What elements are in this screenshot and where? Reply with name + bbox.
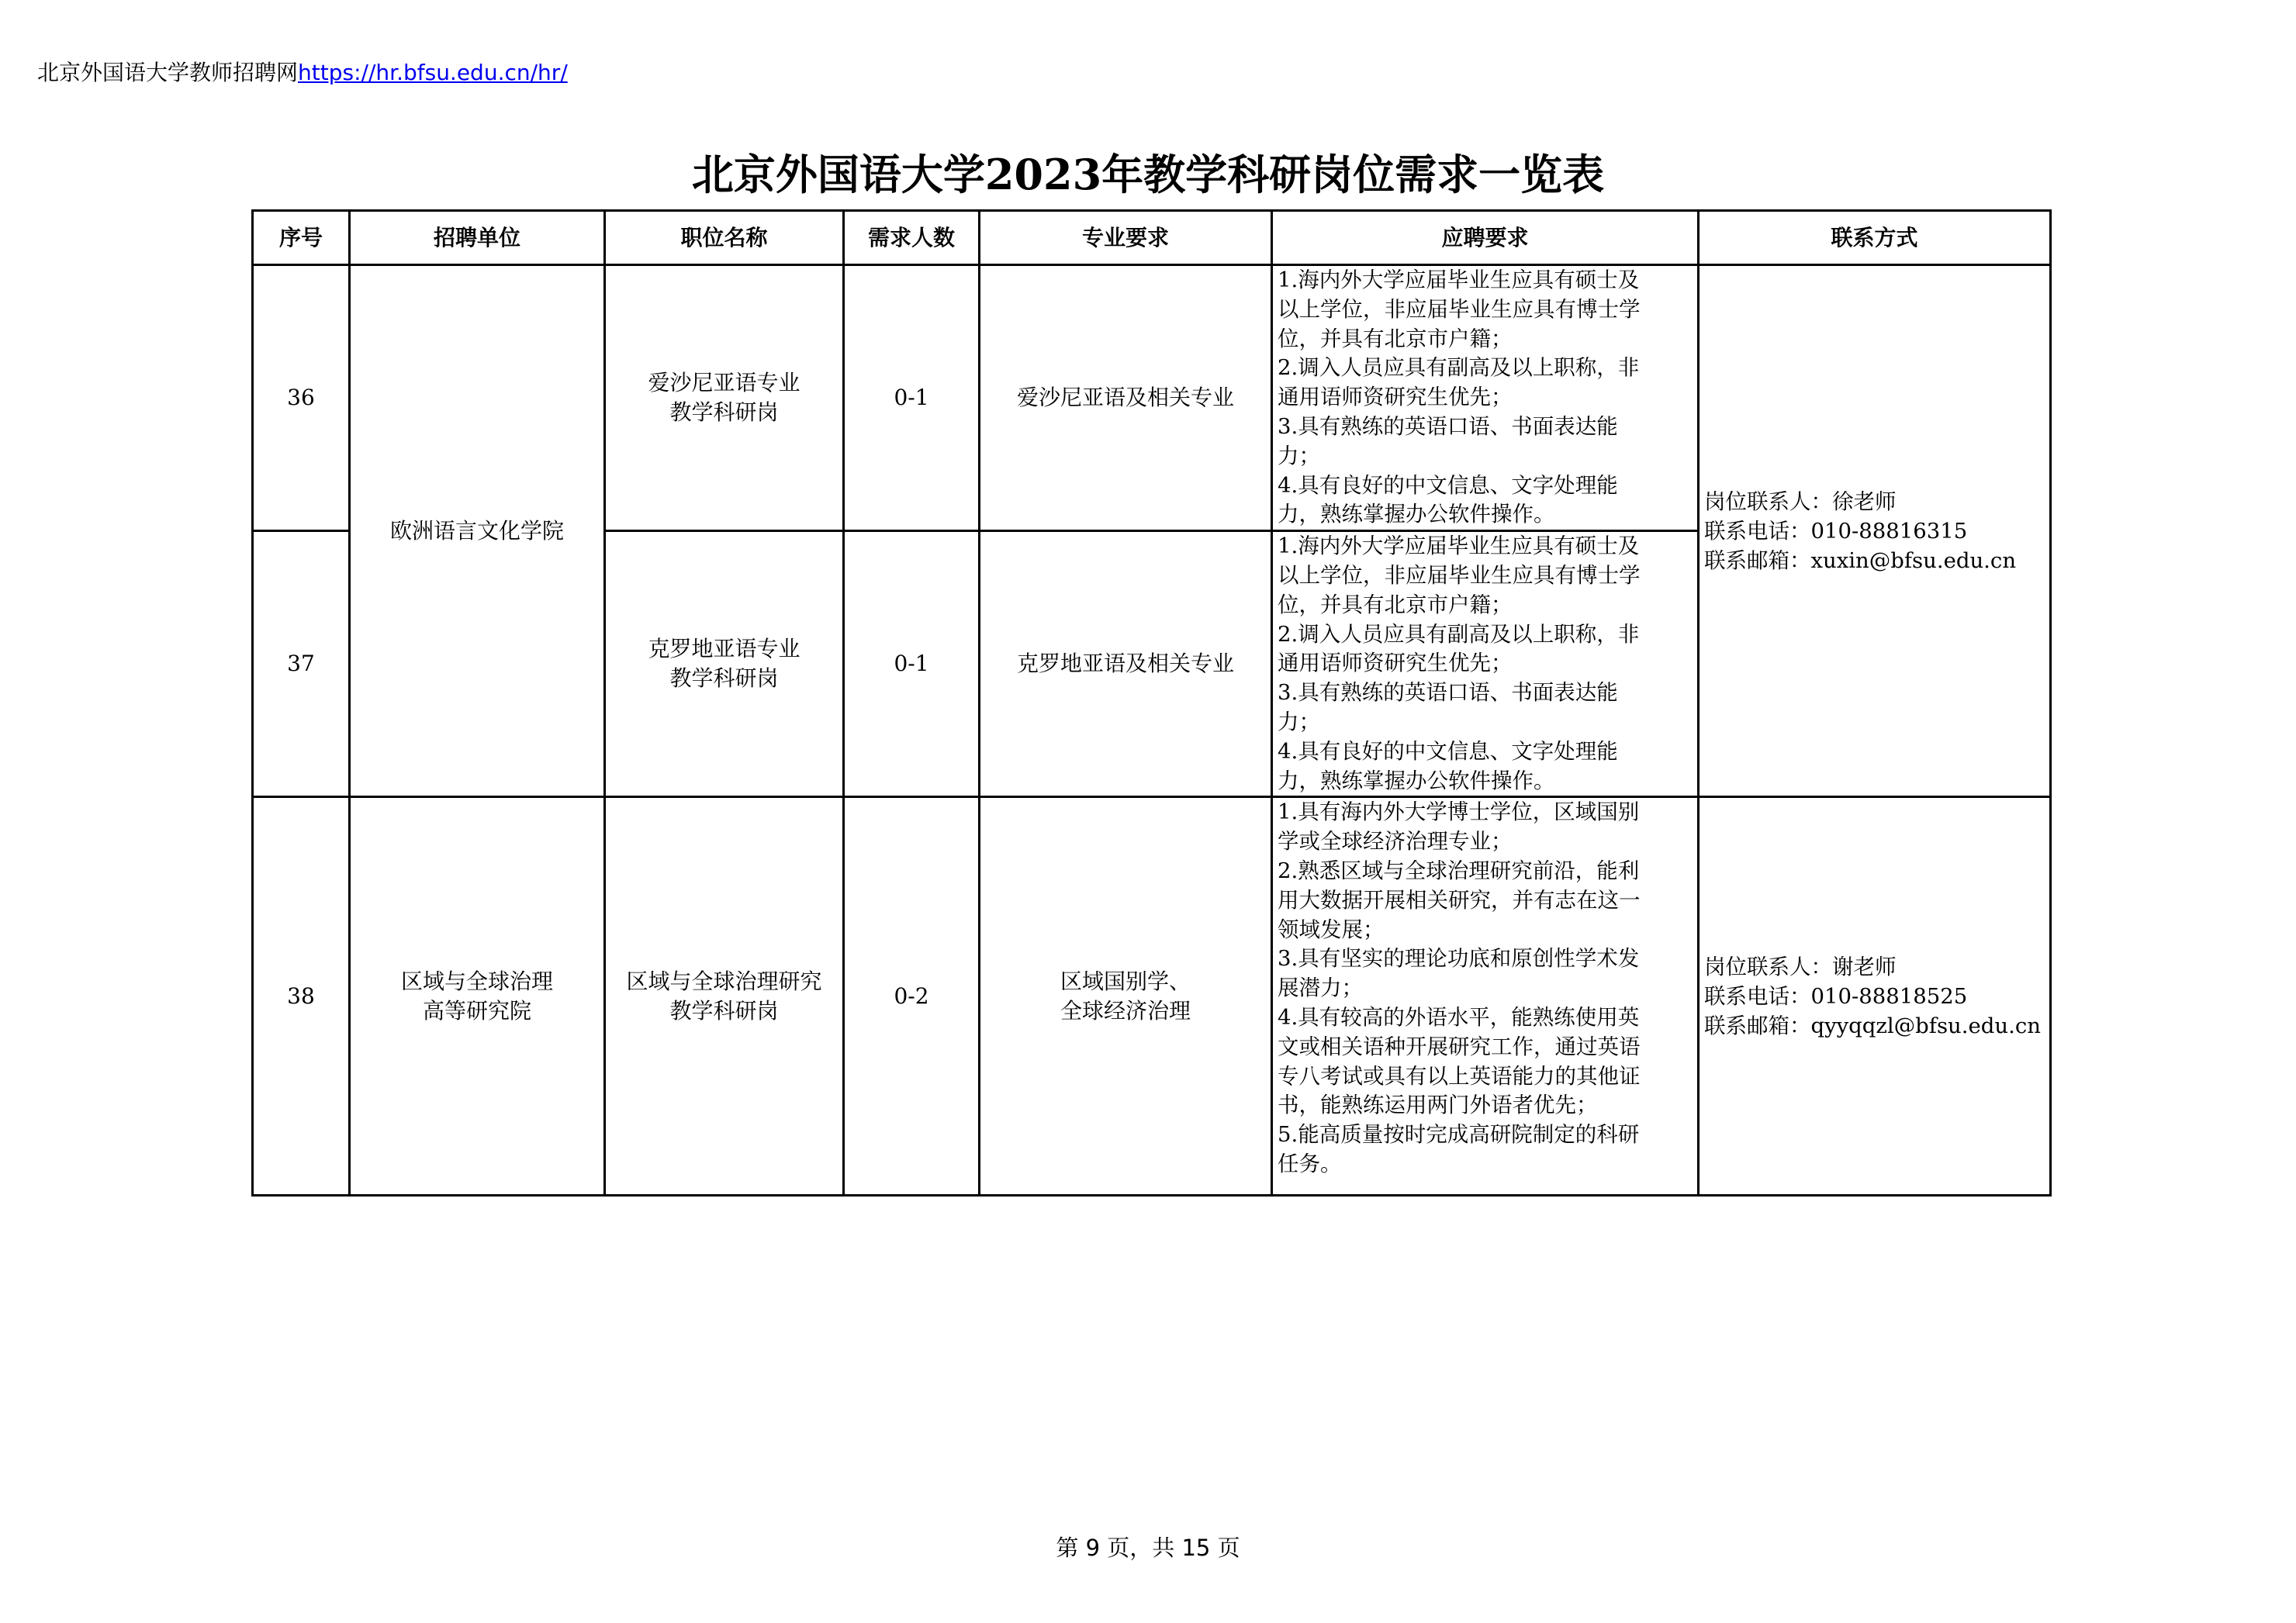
page-footer: 第 9 页，共 15 页 [1056, 1535, 1240, 1561]
unit-line: 高等研究院 [422, 997, 531, 1024]
unit-cell [350, 797, 605, 1196]
position-cell [605, 797, 844, 1196]
requirement-line: 4.具有良好的中文信息、文字处理能 [1278, 738, 1618, 764]
requirement-line: 书，能熟练运用两门外语者优先； [1278, 1093, 1598, 1118]
positions-table [251, 209, 2052, 1197]
requirement-line: 力，熟练掌握办公软件操作。 [1278, 502, 1555, 527]
major-line: 克罗地亚语及相关专业 [1016, 651, 1234, 677]
requirement-line: 2.熟悉区域与全球治理研究前沿，能利 [1278, 858, 1640, 883]
contact-phone: 联系电话：010-88816315 [1704, 518, 1968, 544]
major-cell [980, 265, 1272, 531]
major-cell [980, 531, 1272, 797]
major-line: 全球经济治理 [1060, 997, 1191, 1024]
contact-cell [1699, 265, 2051, 797]
requirement-line: 以上学位，非应届毕业生应具有博士学 [1278, 562, 1641, 588]
requirement-line: 通用语师资研究生优先； [1278, 651, 1513, 676]
requirement-line: 专八考试或具有以上英语能力的其他证 [1278, 1063, 1641, 1089]
column-header-unit: 招聘单位 [350, 211, 605, 265]
requirement-line: 1.海内外大学应届毕业生应具有硕士及 [1278, 534, 1640, 559]
requirement-line: 5.能高质量按时完成高研院制定的科研 [1278, 1122, 1640, 1148]
position-line: 爱沙尼亚语专业 [648, 370, 800, 396]
requirement-line: 力； [1278, 443, 1320, 468]
requirement-line: 文或相关语种开展研究工作，通过英语 [1278, 1034, 1641, 1059]
contact-cell [1699, 797, 2051, 1196]
requirement-line: 力，熟练掌握办公软件操作。 [1278, 768, 1555, 793]
column-header-seq: 序号 [253, 211, 350, 265]
table-header-row [253, 211, 2051, 265]
contact-person: 岗位联系人：徐老师 [1704, 489, 1897, 514]
requirement-line: 3.具有坚实的理论功底和原创性学术发 [1278, 946, 1640, 972]
site-url-link[interactable]: https://hr.bfsu.edu.cn/hr/ [298, 60, 568, 85]
contact-phone: 联系电话：010-88818525 [1704, 983, 1968, 1009]
requirement-line: 1.海内外大学应届毕业生应具有硕士及 [1278, 268, 1640, 292]
unit-cell: 欧洲语言文化学院 [350, 265, 605, 797]
column-header-major: 专业要求 [980, 211, 1272, 265]
seq-cell: 37 [253, 531, 350, 797]
requirements-cell [1272, 265, 1699, 531]
contact-email: 联系邮箱：xuxin@bfsu.edu.cn [1704, 547, 2017, 573]
requirement-line: 以上学位，非应届毕业生应具有博士学 [1278, 296, 1641, 322]
requirement-line: 展潜力； [1278, 976, 1363, 1001]
position-line: 教学科研岗 [669, 665, 779, 692]
requirement-line: 4.具有良好的中文信息、文字处理能 [1278, 472, 1618, 498]
count-cell: 0-2 [844, 797, 980, 1196]
requirement-line: 1.具有海内外大学博士学位，区域国别 [1278, 799, 1640, 825]
major-cell [980, 797, 1272, 1196]
column-header-contact: 联系方式 [1699, 211, 2051, 265]
column-header-requirements: 应聘要求 [1272, 211, 1699, 265]
table-row [253, 797, 2051, 1196]
count-cell: 0-1 [844, 531, 980, 797]
major-line: 爱沙尼亚语及相关专业 [1016, 385, 1234, 411]
count-cell: 0-1 [844, 265, 980, 531]
position-line: 克罗地亚语专业 [648, 636, 800, 662]
requirement-line: 学或全球经济治理专业； [1278, 829, 1513, 855]
column-header-position: 职位名称 [605, 211, 844, 265]
requirement-line: 位，并具有北京市户籍； [1278, 592, 1513, 617]
requirements-cell [1272, 531, 1699, 797]
requirement-line: 力； [1278, 709, 1320, 734]
position-cell [605, 265, 844, 531]
position-line: 教学科研岗 [669, 399, 779, 426]
unit-line: 区域与全球治理 [400, 968, 553, 994]
position-line: 区域与全球治理研究 [626, 968, 822, 994]
requirement-line: 通用语师资研究生优先； [1278, 385, 1513, 410]
requirements-cell [1272, 797, 1699, 1196]
seq-cell: 36 [253, 265, 350, 531]
requirement-line: 位，并具有北京市户籍； [1278, 326, 1513, 351]
position-line: 教学科研岗 [669, 997, 779, 1024]
site-name: 北京外国语大学教师招聘网 [37, 60, 299, 85]
contact-email: 联系邮箱：qyyqqzl@bfsu.edu.cn [1704, 1013, 2041, 1038]
requirement-line: 3.具有熟练的英语口语、书面表达能 [1278, 680, 1618, 706]
requirement-line: 用大数据开展相关研究，并有志在这一 [1278, 887, 1641, 913]
requirement-line: 4.具有较高的外语水平，能熟练使用英 [1278, 1004, 1640, 1030]
seq-cell: 38 [253, 797, 350, 1196]
contact-person: 岗位联系人：谢老师 [1704, 954, 1897, 979]
requirement-line: 3.具有熟练的英语口语、书面表达能 [1278, 413, 1618, 439]
page-header [37, 59, 568, 87]
requirement-line: 2.调入人员应具有副高及以上职称，非 [1278, 621, 1640, 647]
major-line: 区域国别学、 [1060, 968, 1191, 994]
requirement-line: 2.调入人员应具有副高及以上职称，非 [1278, 355, 1640, 381]
requirement-line: 任务。 [1278, 1151, 1342, 1176]
requirement-line: 领域发展； [1278, 917, 1385, 942]
document-title: 北京外国语大学2023年教学科研岗位需求一览表 [691, 150, 1605, 199]
position-cell [605, 531, 844, 797]
column-header-count: 需求人数 [844, 211, 980, 265]
table-row [253, 265, 2051, 531]
